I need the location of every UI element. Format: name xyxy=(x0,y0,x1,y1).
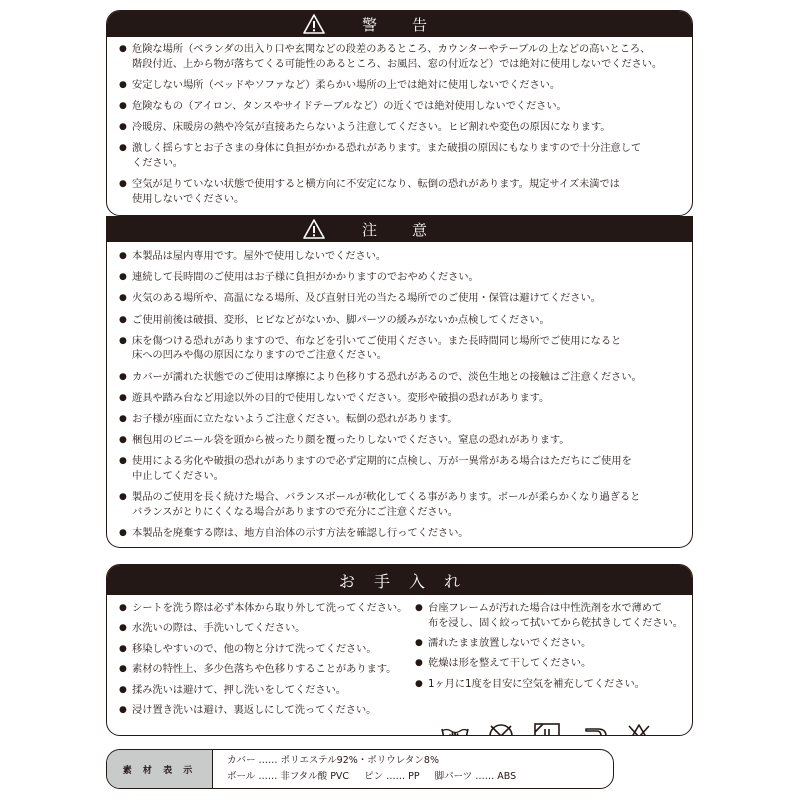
care-item xyxy=(119,662,407,677)
care-item xyxy=(415,656,683,671)
material-legs: 脚パーツ …… ABS xyxy=(434,771,517,782)
hand-wash-symbol-icon xyxy=(439,720,471,736)
caution-title: 注 意 xyxy=(361,220,437,239)
warning-item xyxy=(119,42,682,71)
caution-item xyxy=(119,249,682,264)
caution-item xyxy=(119,313,682,328)
caution-item-text: ● 遊具や踏み台など用途以外の目的で使用しないでください。変形や破損の恐れがあります。 xyxy=(132,391,550,404)
care-item xyxy=(119,601,407,616)
material-pin: ピン …… PP xyxy=(364,771,420,782)
care-item xyxy=(415,636,683,651)
caution-header xyxy=(107,216,692,242)
care-item xyxy=(119,703,407,718)
materials-row-cover xyxy=(227,753,528,769)
care-item-text: ● 浸け置き洗いは避け、裏返しにして洗ってください。 xyxy=(132,703,377,716)
caution-item-text: ● 本製品は屋内専用です。屋外で使用しないでください。 xyxy=(132,250,387,262)
warning-item-text: ● 冷暖房、床暖房の熱や冷気が直接あたらないよう注意してください。ヒビ割れや変色の原因になります。 xyxy=(132,121,611,134)
caution-list xyxy=(107,242,692,540)
caution-item-text: 中止してください。 xyxy=(132,469,224,482)
caution-item xyxy=(119,391,682,406)
care-item xyxy=(119,621,407,636)
materials-rows xyxy=(213,750,528,788)
iron-low-symbol-icon xyxy=(577,720,609,736)
caution-item-text: ● 連続して長時間のご使用はお子様に負担がかかりますのでおやめください。 xyxy=(132,271,479,284)
material-cover: カバー …… ポリエステル92%・ポリウレタン8% xyxy=(227,755,439,766)
warning-item xyxy=(119,99,682,114)
caution-panel xyxy=(106,216,693,548)
caution-item xyxy=(119,270,682,285)
care-item-text: ● 台座フレームが汚れた場合は中性洗剤を水で薄めて xyxy=(428,602,663,614)
care-item xyxy=(119,642,407,657)
care-item xyxy=(415,601,683,630)
caution-item-text: ● 使用による劣化や破損の恐れがありますので必ず定期的に点検し、万が一異常がある場合はただちにご使用を xyxy=(132,455,632,468)
materials-row-parts xyxy=(227,769,528,785)
caution-item xyxy=(119,412,682,427)
materials-label: 素 材 表 示 xyxy=(107,750,213,788)
care-right-list xyxy=(415,601,683,697)
caution-triangle-icon xyxy=(303,219,325,239)
caution-item-text: バランスがとりにくくなる場合がありますので充分にご注意ください。 xyxy=(132,505,458,518)
caution-item-text: ● 床を傷つける恐れがありますので、布などを引いてご使用ください。また長時間同じ場所でご使用になると xyxy=(132,334,622,347)
care-panel xyxy=(106,564,693,736)
caution-item xyxy=(119,490,682,519)
material-ball: ボール …… 非フタル酸 PVC xyxy=(227,771,350,782)
care-left-list xyxy=(119,601,407,723)
warning-item-text: ● 激しく揺らすとお子さまの身体に負担がかかる恐れがあります。また破損の原因にもなりますので十分注意して xyxy=(132,142,642,155)
warning-item-text: ください。 xyxy=(132,156,183,169)
materials-box xyxy=(106,749,614,789)
care-item-text: 布を浸し、固く絞って拭いてから乾拭きしてください。 xyxy=(428,616,683,629)
care-item-text: ● 乾燥は形を整えて干してください。 xyxy=(428,657,592,670)
care-item-text: ● 移染しやすいので、他の物と分けて洗ってください。 xyxy=(132,642,377,655)
caution-item-text: ● ご使用前後は破損、変形、ヒビなどがないか、脚パーツの緩みがないか点検してください。 xyxy=(132,313,550,326)
drip-dry-shade-symbol-icon xyxy=(531,720,563,736)
caution-item xyxy=(119,526,682,541)
care-item xyxy=(415,677,683,692)
caution-item xyxy=(119,454,682,483)
care-item-text: ● 揉み洗いは避けて、押し洗いをしてください。 xyxy=(132,683,346,696)
care-item-text: ● 素材の特性上、多少色落ちや色移りすることがあります。 xyxy=(132,663,397,676)
warning-panel xyxy=(106,10,693,216)
care-item-text: ● 1ヶ月に1度を目安に空気を補充してください。 xyxy=(428,677,645,690)
warning-item xyxy=(119,177,682,206)
warning-item-text: 使用しないでください。 xyxy=(132,192,245,205)
caution-item xyxy=(119,291,682,306)
warning-item xyxy=(119,120,682,135)
care-item xyxy=(119,683,407,698)
care-title: お 手 入 れ xyxy=(338,571,461,591)
care-item-text: ● 水洗いの際は、手洗いしてください。 xyxy=(132,622,306,635)
warning-triangle-icon xyxy=(303,14,325,34)
caution-item xyxy=(119,433,682,448)
caution-item xyxy=(119,370,682,385)
caution-item-text: ● 製品のご使用を長く続けた場合、バランスボールが軟化してくる事があります。ボールが柔らかくなり過ぎると xyxy=(132,491,641,504)
warning-item-text: ● 危険なもの（アイロン、タンスやサイドテーブルなど）の近くでは絶対使用しないでください。 xyxy=(132,99,567,112)
caution-item-text: ● 本製品を廃棄する際は、地方自治体の示す方法を確認し行ってください。 xyxy=(132,526,469,539)
warning-item-text: ● 空気が足りていない状態で使用すると横方向に不安定になり、転倒の恐れがあります。規定サイズ未満では xyxy=(132,178,620,191)
care-header xyxy=(107,565,692,595)
care-item-text: ● シートを洗う際は必ず本体から取り外して洗ってください。 xyxy=(132,602,408,614)
warning-title: 警 告 xyxy=(361,15,437,34)
no-tumble-dry-symbol-icon xyxy=(485,720,517,736)
warning-item-text: ● 安定しない場所（ベッドやソファなど）柔らかい場所の上では絶対に使用しないでください。 xyxy=(132,78,561,91)
caution-item-text: ● 梱包用のビニール袋を頭から被ったり顔を覆ったりしないでください。窒息の恐れがあります。 xyxy=(132,434,570,447)
warning-list xyxy=(107,37,692,206)
warning-item-text: ● 危険な場所（ベランダの出入り口や玄関などの段差のあるところ、カウンターやテーブルの上などの高いところ、 xyxy=(132,43,651,55)
warning-item xyxy=(119,78,682,93)
caution-item xyxy=(119,334,682,363)
no-bleach-symbol-icon xyxy=(623,720,655,736)
caution-item-text: ● 火気のある場所や、高温になる場所、及び直射日光の当たる場所でのご使用・保管は避けてください。 xyxy=(132,292,601,305)
caution-item-text: ● カバーが濡れた状態でのご使用は摩擦により色移りする恐れがあるので、淡色生地との接触はご注意ください。 xyxy=(132,370,642,383)
caution-item-text: ● お子様が座面に立たないようご注意ください。転倒の恐れがあります。 xyxy=(132,412,458,425)
caution-item-text: 床への凹みや傷の原因になりますのでご注意ください。 xyxy=(132,349,387,362)
warning-item-text: 階段付近、上から物が落ちてくる可能性のあるところ、お風呂、窓の付近など）では絶対に使用しないでください。 xyxy=(132,57,663,70)
care-item-text: ● 濡れたまま放置しないでください。 xyxy=(428,636,592,649)
warning-item xyxy=(119,141,682,170)
warning-header xyxy=(107,11,692,37)
